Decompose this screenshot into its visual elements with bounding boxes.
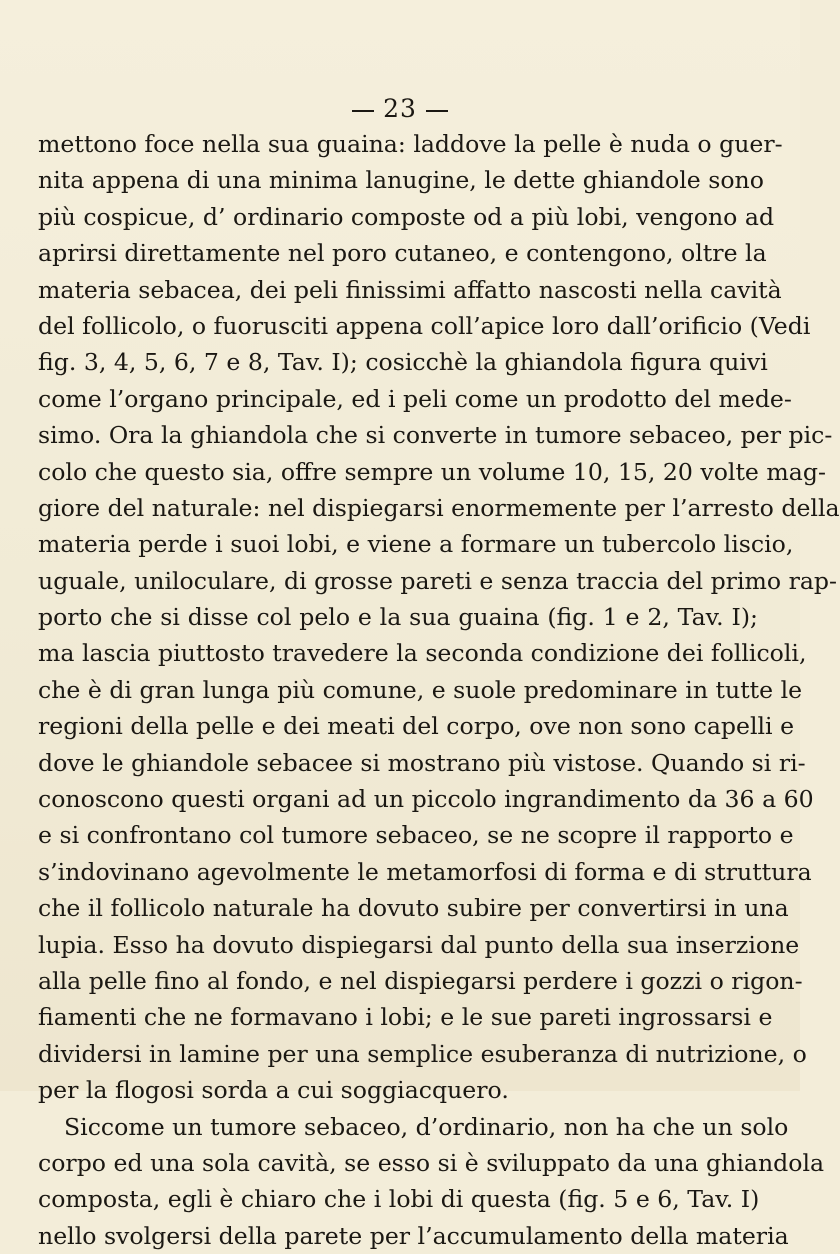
text-line: composta, egli è chiaro che i lobi di questa (fig. 5 e 6, Tav. I) [38,1185,760,1214]
text-line: ma lascia piuttosto travedere la seconda condizione dei follicoli, [38,639,807,668]
text-line: alla pelle fino al fondo, e nel dispiegarsi perdere i gozzi o rigon- [38,966,803,995]
text-line: fiamenti che ne formavano i lobi; e le sue pareti ingrossarsi e [38,1003,773,1032]
page-body-text [38,126,840,1250]
text-line: Siccome un tumore sebaceo, d’ordinario, non ha che un solo [64,1112,789,1141]
text-line: nita appena di una minima lanugine, le dette ghiandole sono [38,166,764,195]
text-line: che il follicolo naturale ha dovuto subire per convertirsi in una [38,894,789,923]
text-line: aprirsi direttamente nel poro cutaneo, e contengono, oltre la [38,239,767,268]
text-line: per la flogosi sorda a cui soggiacquero. [38,1076,509,1105]
text-line: dove le ghiandole sebacee si mostrano più vistose. Quando si ri- [38,748,806,777]
text-line: porto che si disse col pelo e la sua guaina (fig. 1 e 2, Tav. I); [38,603,758,632]
right-dash [426,110,448,112]
text-line: mettono foce nella sua guaina: laddove la pelle è nuda o guer- [38,130,783,158]
text-line: lupia. Esso ha dovuto dispiegarsi dal punto della sua inserzione [38,930,800,959]
text-line: simo. Ora la ghiandola che si converte in tumore sebaceo, per pic- [38,421,833,450]
page-number: 23 [383,94,417,123]
text-line: corpo ed una sola cavità, se esso si è sviluppato da una ghiandola [38,1148,825,1177]
text-line: regioni della pelle e dei meati del corpo, ove non sono capelli e [38,712,795,741]
text-line: s’indovinano agevolmente le metamorfosi di forma e di struttura [38,857,812,886]
text-line: uguale, uniloculare, di grosse pareti e senza traccia del primo rap- [38,566,837,595]
text-line: che è di gran lunga più comune, e suole predominare in tutte le [38,675,803,704]
page-number-header [0,94,800,123]
text-line: dividersi in lamine per una semplice esuberanza di nutrizione, o [38,1039,807,1068]
text-line: come l’organo principale, ed i peli come un prodotto del mede- [38,384,792,413]
text-line: giore del naturale: nel dispiegarsi enormemente per l’arresto della [38,493,840,522]
text-line: conoscono questi organi ad un piccolo ingrandimento da 36 a 60 [38,785,814,814]
text-line: fig. 3, 4, 5, 6, 7 e 8, Tav. I); cosicchè la ghiandola figura quivi [38,348,768,377]
text-line: materia perde i suoi lobi, e viene a formare un tubercolo liscio, [38,530,794,559]
left-dash [352,110,374,112]
text-line: colo che questo sia, offre sempre un volume 10, 15, 20 volte mag- [38,457,826,486]
text-line: del follicolo, o fuorusciti appena coll’apice loro dall’orificio (Vedi [38,311,811,340]
text-line: più cospicue, d’ ordinario composte od a più lobi, vengono ad [38,202,775,231]
text-line: materia sebacea, dei peli finissimi affatto nascosti nella cavità [38,275,782,304]
text-line: e si confrontano col tumore sebaceo, se ne scopre il rapporto e [38,821,794,850]
text-line: nello svolgersi della parete per l’accumulamento della materia [38,1221,789,1250]
